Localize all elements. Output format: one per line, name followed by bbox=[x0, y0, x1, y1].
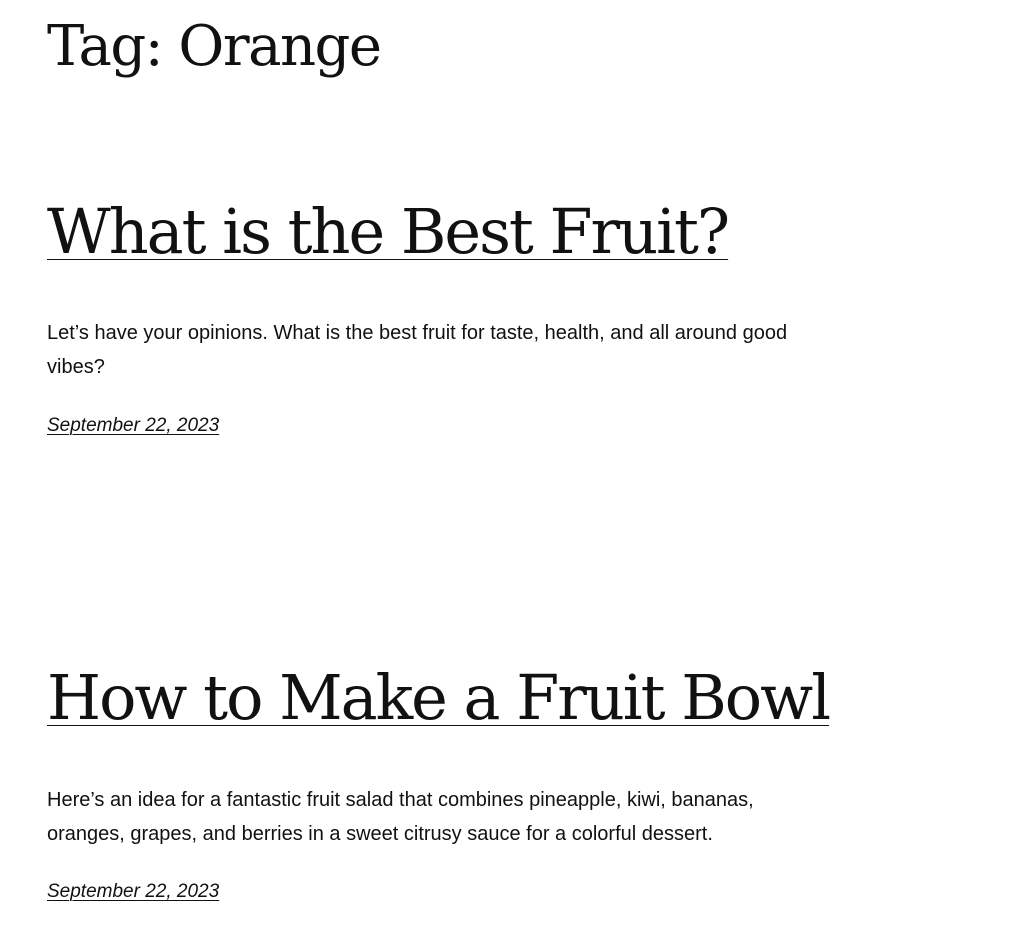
post-title bbox=[47, 662, 829, 733]
archive-title: Tag: Orange bbox=[47, 14, 381, 79]
post-title-link[interactable]: What is the Best Fruit? bbox=[47, 195, 729, 268]
post-title-link[interactable]: How to Make a Fruit Bowl bbox=[47, 661, 830, 734]
post-excerpt: Let’s have your opinions. What is the best fruit for taste, health, and all around good vibes? bbox=[47, 322, 788, 378]
post-excerpt: Here’s an idea for a fantastic fruit salad that combines pineapple, kiwi, bananas, oranges, grapes, and berries in a sweet citrusy sauce for a colorful dessert. bbox=[47, 789, 754, 845]
post-date-link[interactable]: September 22, 2023 bbox=[47, 415, 220, 436]
post-title bbox=[47, 196, 728, 267]
post-date-link[interactable]: September 22, 2023 bbox=[47, 881, 220, 902]
